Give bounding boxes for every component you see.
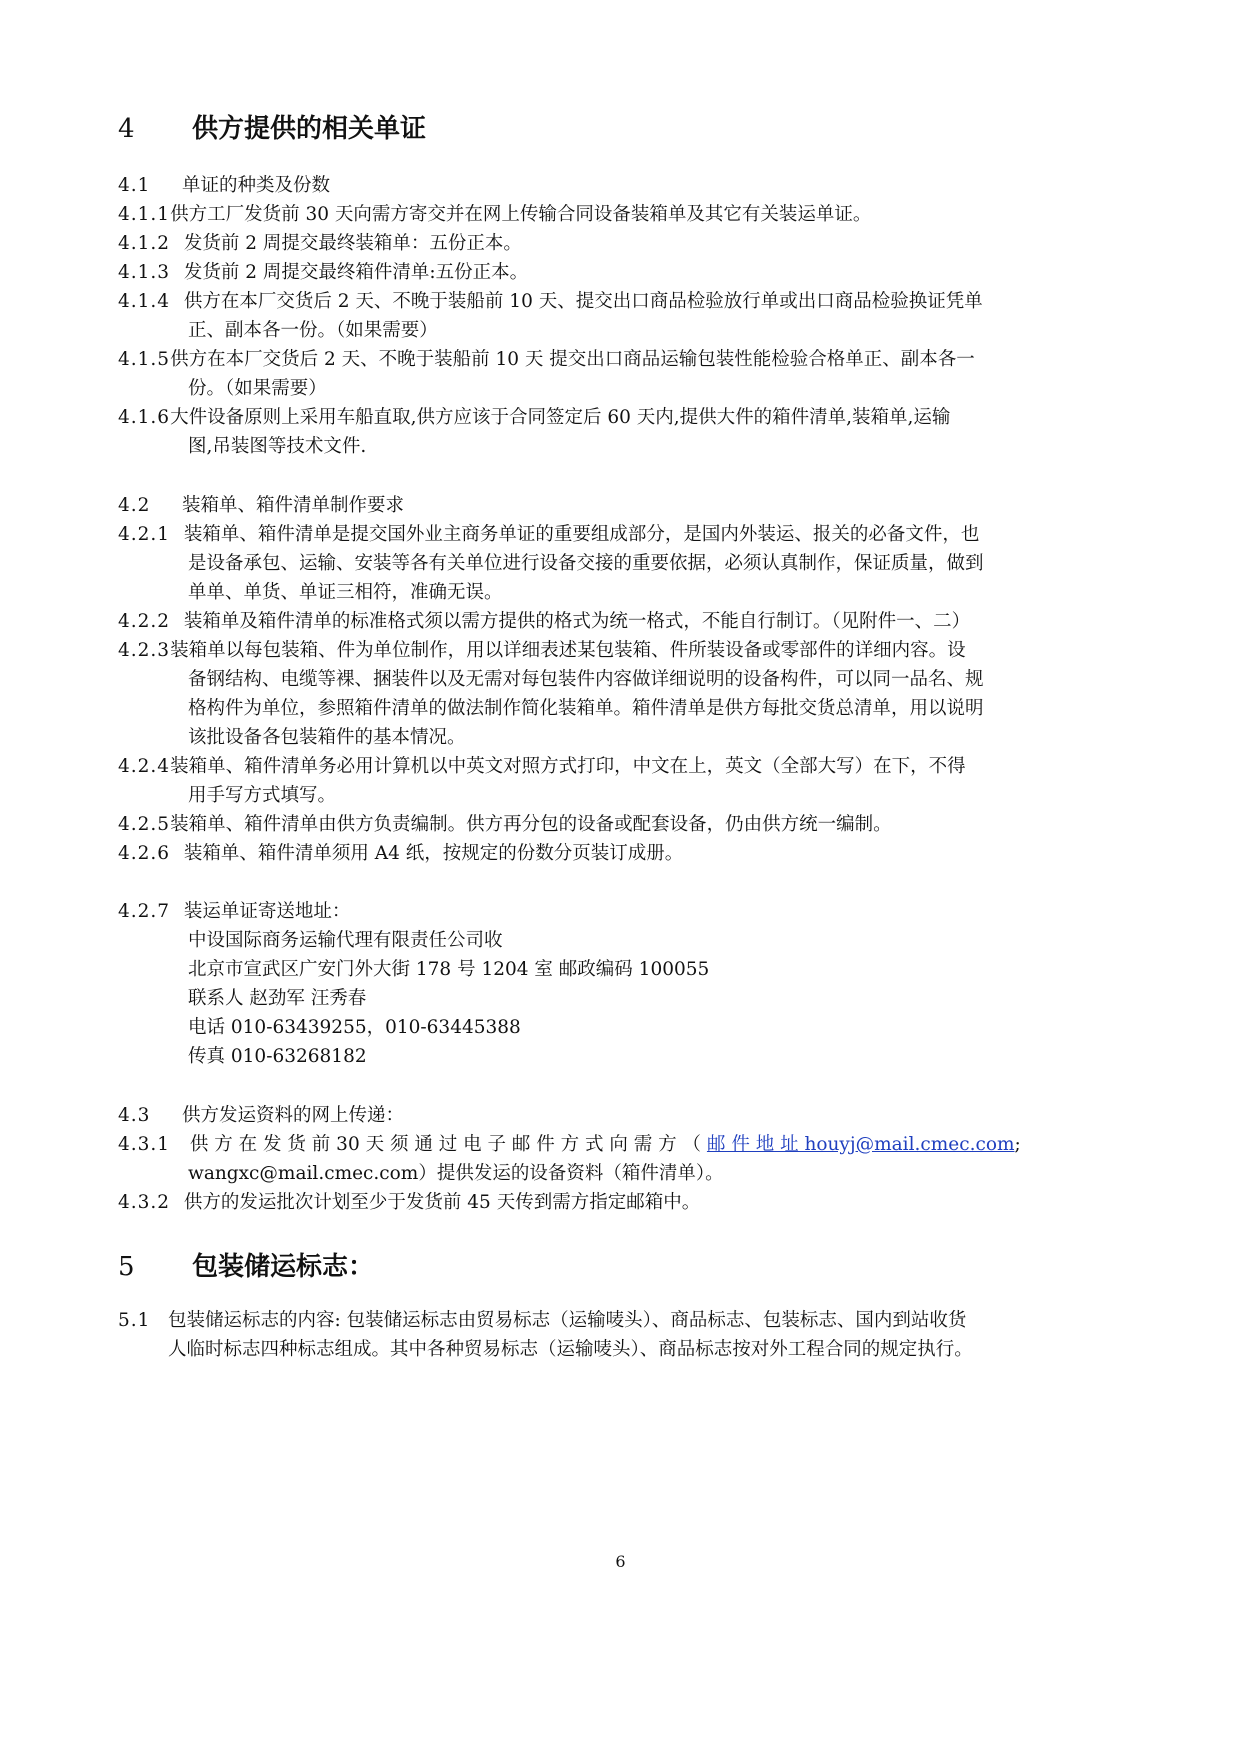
- item-text: 装箱单及箱件清单的标准格式须以需方提供的格式为统一格式，不能自行制订。（见附件一、二）: [183, 611, 971, 632]
- item-text: 大件设备原则上采用车船直取,供方应该于合同签定后 60 天内,提供大件的箱件清单,装箱单,运输: [170, 407, 951, 428]
- subsection-4-1: [118, 170, 1125, 202]
- item-number: 4.2.3: [118, 640, 171, 661]
- item-4-2-3-continued: 格构件为单位，参照箱件清单的做法制作简化装箱单。箱件清单是供方每批交货总清单，用以说明: [188, 698, 984, 719]
- item-4-2-2: [118, 606, 1125, 638]
- item-number: 4.2.6: [118, 843, 171, 864]
- item-text: 供 方 在 发 货 前 30 天 须 通 过 电 子 邮 件 方 式 向 需 方 （: [189, 1134, 702, 1155]
- item-text: 发货前 2 周提交最终装箱单：五份正本。: [183, 233, 522, 254]
- item-4-1-1: [118, 199, 1125, 231]
- page-number: 6: [615, 1552, 626, 1571]
- email-link[interactable]: 邮 件 地 址 houyj@mail.cmec.com: [706, 1134, 1015, 1155]
- item-4-1-6: [118, 402, 1125, 434]
- subsection-title: 单证的种类及份数: [182, 175, 331, 196]
- item-4-2-3: [118, 635, 1125, 667]
- subsection-4-3: [118, 1100, 1125, 1132]
- item-number: 4.3.2: [118, 1192, 171, 1213]
- item-number: 5.1: [118, 1310, 151, 1331]
- item-4-2-3-continued: 该批设备各包装箱件的基本情况。: [188, 727, 466, 748]
- item-4-1-6-continued: 图,吊装图等技术文件.: [188, 436, 367, 457]
- section-4-heading: [118, 108, 426, 145]
- item-number: 4.1.1: [118, 204, 171, 225]
- address-street: 北京市宣武区广安门外大街 178 号 1204 室 邮政编码 100055: [188, 959, 710, 980]
- item-number: 4.1.5: [118, 349, 171, 370]
- item-number: 4.1: [118, 175, 151, 196]
- item-text: 装箱单以每包装箱、件为单位制作，用以详细表述某包装箱、件所装设备或零部件的详细内容。设: [170, 640, 966, 661]
- item-number: 4.1.4: [118, 291, 171, 312]
- item-4-2-1-continued: 是设备承包、运输、安装等各有关单位进行设备交接的重要依据，必须认真制作，保证质量，做到: [188, 553, 984, 574]
- item-number: 4.3.1: [118, 1134, 171, 1155]
- item-number: 4.1.3: [118, 262, 171, 283]
- item-number: 4.2.7: [118, 901, 171, 922]
- address-company: 中设国际商务运输代理有限责任公司收: [188, 930, 503, 951]
- item-number: 4.2.5: [118, 814, 171, 835]
- item-4-2-1-continued: 单单、单货、单证三相符，准确无误。: [188, 582, 503, 603]
- section-5-heading: [118, 1246, 374, 1283]
- item-4-1-4-continued: 正、副本各一份。（如果需要）: [188, 320, 438, 341]
- item-4-1-5: [118, 344, 1125, 376]
- address-contacts: 联系人 赵劲军 汪秀春: [188, 988, 367, 1009]
- item-text: 装箱单、箱件清单是提交国外业主商务单证的重要组成部分，是国内外装运、报关的必备文件，也: [183, 524, 980, 545]
- item-4-3-2: [118, 1187, 1125, 1219]
- item-text: 包装储运标志的内容: 包装储运标志由贸易标志（运输唛头）、商品标志、包装标志、国内到站收货: [168, 1310, 967, 1331]
- section-number: 4: [118, 114, 135, 144]
- item-4-2-4-continued: 用手写方式填写。: [188, 785, 337, 806]
- item-text-punctuation: ;: [1014, 1134, 1021, 1155]
- address-fax: 传真 010-63268182: [188, 1046, 367, 1067]
- item-4-1-5-continued: 份。（如果需要）: [188, 378, 327, 399]
- section-title: 包装储运标志：: [192, 1252, 375, 1282]
- item-text: 供方的发运批次计划至少于发货前 45 天传到需方指定邮箱中。: [183, 1192, 701, 1213]
- item-number: 4.1.2: [118, 233, 171, 254]
- address-phone: 电话 010-63439255，010-63445388: [188, 1017, 521, 1038]
- item-text: 装箱单、箱件清单须用 A4 纸，按规定的份数分页装订成册。: [183, 843, 684, 864]
- subsection-title: 供方发运资料的网上传递：: [182, 1105, 405, 1126]
- item-4-2-5: [118, 809, 1125, 841]
- item-text: 供方在本厂交货后 2 天、不晚于装船前 10 天 提交出口商品运输包装性能检验合格单正、副本各一: [170, 349, 975, 370]
- item-5-1-continued: 人临时标志四种标志组成。其中各种贸易标志（运输唛头）、商品标志按对外工程合同的规定执行。: [168, 1339, 973, 1360]
- item-4-1-3: [118, 257, 1125, 289]
- item-4-3-1-continued: wangxc@mail.cmec.com）提供发运的设备资料（箱件清单）。: [188, 1163, 724, 1184]
- item-number: 4.2.1: [118, 524, 171, 545]
- item-4-2-1: [118, 519, 1125, 551]
- item-4-2-7: [118, 896, 1125, 928]
- item-text: 发货前 2 周提交最终箱件清单:五份正本。: [183, 262, 529, 283]
- item-number: 4.3: [118, 1105, 151, 1126]
- item-4-1-2: [118, 228, 1125, 260]
- item-number: 4.2.4: [118, 756, 171, 777]
- item-text: 供方工厂发货前 30 天向需方寄交并在网上传输合同设备装箱单及其它有关装运单证。: [170, 204, 872, 225]
- section-number: 5: [118, 1252, 135, 1282]
- section-title: 供方提供的相关单证: [192, 114, 427, 144]
- item-4-3-1: [118, 1129, 1125, 1161]
- subsection-title: 装箱单、箱件清单制作要求: [182, 495, 405, 516]
- item-4-2-3-continued: 备钢结构、电缆等裸、捆装件以及无需对每包装件内容做详细说明的设备构件，可以同一品名、规: [188, 669, 984, 690]
- item-text: 装箱单、箱件清单由供方负责编制。供方再分包的设备或配套设备，仍由供方统一编制。: [170, 814, 892, 835]
- item-number: 4.2.2: [118, 611, 171, 632]
- subsection-4-2: [118, 490, 1125, 522]
- item-4-2-6: [118, 838, 1125, 870]
- item-4-2-4: [118, 751, 1125, 783]
- item-number: 4.2: [118, 495, 151, 516]
- item-text: 供方在本厂交货后 2 天、不晚于装船前 10 天、提交出口商品检验放行单或出口商品检验换证凭单: [183, 291, 983, 312]
- item-4-1-4: [118, 286, 1125, 318]
- item-number: 4.1.6: [118, 407, 171, 428]
- item-text: 装箱单、箱件清单务必用计算机以中英文对照方式打印，中文在上，英文（全部大写）在下，不得: [170, 756, 966, 777]
- item-5-1: [118, 1305, 1125, 1337]
- item-text: 装运单证寄送地址：: [183, 901, 351, 922]
